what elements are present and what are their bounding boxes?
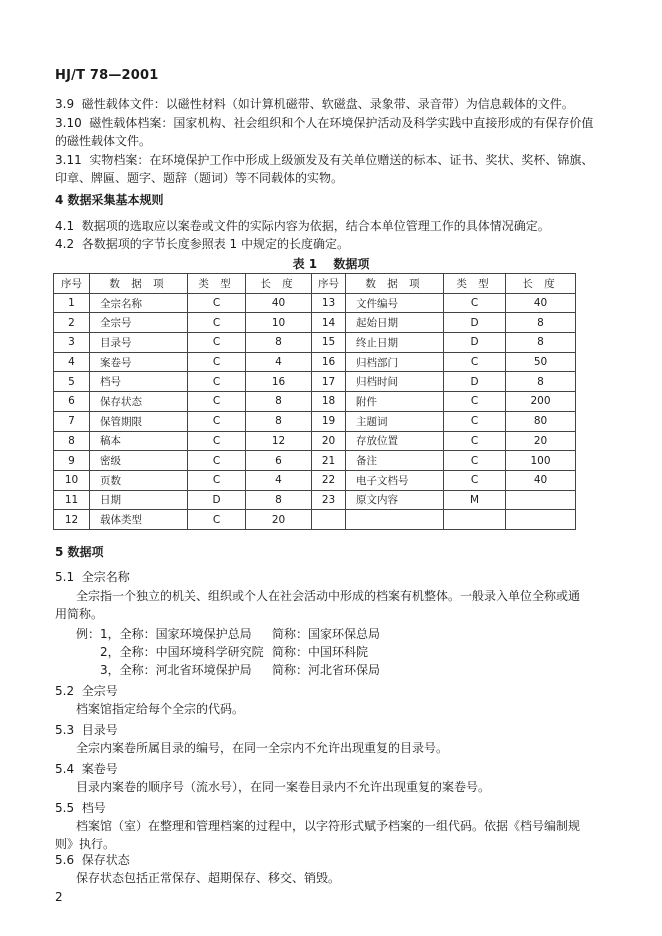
- clause-5-4-title: [55, 760, 118, 778]
- clause-5-1-text: 全宗指一个独立的机关、组织或个人在社会活动中形成的档案有机整体。一般录入单位全称或通: [76, 589, 581, 603]
- header-item: 数 据 项: [90, 274, 188, 294]
- clause-5-1-title: [55, 568, 130, 586]
- clause-text: 实物档案：在环境保护工作中形成上级颁发及有关单位赠送的标本、证书、奖状、奖杯、锦旗、: [89, 153, 594, 167]
- definition-3-10: [55, 114, 593, 132]
- table-row: [54, 411, 576, 431]
- example-short-name: 简称：河北省环保局: [272, 663, 381, 677]
- cell-seq: 12: [54, 510, 90, 530]
- clause-number: 5.2: [55, 684, 75, 698]
- cell-seq: 13: [312, 293, 346, 313]
- clause-5-1-text-cont: 用简称。: [55, 607, 104, 621]
- cell-type: D: [188, 490, 246, 510]
- example-full-name: 3，全称：河北省环境保护局: [100, 663, 252, 677]
- example-full-name: 2，全称：中国环境科学研究院: [100, 645, 264, 659]
- table-row: [54, 470, 576, 490]
- cell-length: 40: [246, 293, 312, 313]
- cell-type: C: [188, 352, 246, 372]
- cell-length: 40: [506, 470, 576, 490]
- cell-length: 100: [506, 451, 576, 471]
- clause-4-1: [55, 217, 550, 235]
- table-row: [54, 333, 576, 353]
- cell-type: C: [444, 470, 506, 490]
- cell-length: 4: [246, 352, 312, 372]
- cell-type: M: [444, 490, 506, 510]
- header-type: 类 型: [444, 274, 506, 294]
- clause-number: 5.4: [55, 762, 75, 776]
- cell-seq: 15: [312, 333, 346, 353]
- table-row: [54, 431, 576, 451]
- header-length: 长 度: [506, 274, 576, 294]
- table-row: [54, 392, 576, 412]
- cell-seq: 2: [54, 313, 90, 333]
- table-row: [54, 510, 576, 530]
- cell-seq: 8: [54, 431, 90, 451]
- clause-text: 磁性载体文件：以磁性材料（如计算机磁带、软磁盘、录象带、录音带）为信息载体的文件。: [81, 97, 574, 111]
- cell-type: D: [444, 333, 506, 353]
- clause-title: 全宗名称: [81, 570, 130, 584]
- clause-number: 4.2: [55, 237, 75, 251]
- clause-number: 4.1: [55, 219, 75, 233]
- cell-item: 载体类型: [90, 510, 188, 530]
- cell-length: 8: [246, 490, 312, 510]
- cell-item: 附件: [346, 392, 444, 412]
- cell-length: [506, 510, 576, 530]
- example-label: 例：: [76, 627, 101, 641]
- cell-item: 全宗名称: [90, 293, 188, 313]
- cell-item: 目录号: [90, 333, 188, 353]
- cell-type: C: [188, 431, 246, 451]
- page-number: 2: [55, 890, 63, 904]
- table-caption: [0, 255, 662, 272]
- cell-seq: 6: [54, 392, 90, 412]
- cell-item: 起始日期: [346, 313, 444, 333]
- header-length: 长 度: [246, 274, 312, 294]
- cell-length: 4: [246, 470, 312, 490]
- clause-number: 5.5: [55, 801, 75, 815]
- cell-item: 存放位置: [346, 431, 444, 451]
- cell-item: 页数: [90, 470, 188, 490]
- table-row: [54, 352, 576, 372]
- cell-type: [444, 510, 506, 530]
- table-number: 表 1: [292, 257, 318, 271]
- cell-seq: 9: [54, 451, 90, 471]
- clause-5-2-text: 档案馆指定给每个全宗的代码。: [76, 702, 245, 716]
- definition-3-10-cont: 的磁性载体文件。: [55, 134, 152, 148]
- cell-item: 稿本: [90, 431, 188, 451]
- definition-3-11-cont: 印章、牌匾、题字、题辞（题词）等不同载体的实物。: [55, 171, 344, 185]
- clause-text: 各数据项的字节长度参照表 1 中规定的长度确定。: [81, 237, 349, 251]
- cell-item: 密级: [90, 451, 188, 471]
- example-short-name: 简称：国家环保总局: [272, 627, 381, 641]
- cell-length: 8: [506, 313, 576, 333]
- cell-length: [506, 490, 576, 510]
- table-row: [54, 372, 576, 392]
- cell-length: 20: [246, 510, 312, 530]
- cell-item: 归档时间: [346, 372, 444, 392]
- cell-length: 6: [246, 451, 312, 471]
- cell-length: 20: [506, 431, 576, 451]
- cell-seq: 16: [312, 352, 346, 372]
- table-row: [54, 490, 576, 510]
- cell-length: 12: [246, 431, 312, 451]
- cell-type: C: [188, 313, 246, 333]
- cell-seq: 3: [54, 333, 90, 353]
- cell-type: C: [188, 451, 246, 471]
- clause-5-5-title: [55, 799, 106, 817]
- definition-3-11: [55, 151, 593, 169]
- table-row: [54, 293, 576, 313]
- cell-type: C: [444, 352, 506, 372]
- cell-item: 全宗号: [90, 313, 188, 333]
- cell-type: C: [188, 293, 246, 313]
- clause-5-2-title: [55, 682, 118, 700]
- clause-title: 全宗号: [81, 684, 118, 698]
- cell-seq: [312, 510, 346, 530]
- cell-type: C: [188, 510, 246, 530]
- cell-type: D: [444, 313, 506, 333]
- cell-seq: 21: [312, 451, 346, 471]
- clause-4-2: [55, 235, 349, 253]
- clause-5-6-title: [55, 851, 130, 869]
- cell-length: 80: [506, 411, 576, 431]
- section-5-title: 5 数据项: [55, 545, 104, 559]
- header-seq: 序号: [54, 274, 90, 294]
- header-seq: 序号: [312, 274, 346, 294]
- cell-item: [346, 510, 444, 530]
- cell-item: 备注: [346, 451, 444, 471]
- cell-type: C: [188, 411, 246, 431]
- clause-number: 3.9: [55, 97, 75, 111]
- clause-5-4-text: 目录内案卷的顺序号（流水号），在同一案卷目录内不允许出现重复的案卷号。: [76, 780, 491, 794]
- cell-type: C: [444, 431, 506, 451]
- cell-seq: 22: [312, 470, 346, 490]
- data-items-table: [53, 273, 576, 530]
- cell-type: C: [444, 293, 506, 313]
- example-full-name: 1，全称：国家环境保护总局: [100, 627, 252, 641]
- cell-length: 10: [246, 313, 312, 333]
- cell-type: D: [444, 372, 506, 392]
- clause-5-6-text: 保存状态包括正常保存、超期保存、移交、销毁。: [76, 871, 341, 885]
- cell-seq: 18: [312, 392, 346, 412]
- cell-length: 40: [506, 293, 576, 313]
- clause-title: 案卷号: [81, 762, 118, 776]
- cell-length: 16: [246, 372, 312, 392]
- cell-seq: 20: [312, 431, 346, 451]
- table-header-row: [54, 274, 576, 294]
- cell-type: C: [188, 470, 246, 490]
- cell-type: C: [188, 392, 246, 412]
- cell-item: 日期: [90, 490, 188, 510]
- cell-item: 案卷号: [90, 352, 188, 372]
- cell-type: C: [188, 372, 246, 392]
- cell-length: 8: [246, 411, 312, 431]
- clause-5-3-title: [55, 721, 118, 739]
- cell-item: 归档部门: [346, 352, 444, 372]
- cell-length: 8: [246, 333, 312, 353]
- clause-5-5-text: 档案馆（室）在整理和管理档案的过程中，以字符形式赋予档案的一组代码。依据《档号编制规: [76, 819, 581, 833]
- table-row: [54, 313, 576, 333]
- clause-number: 3.11: [55, 153, 82, 167]
- table-title: 数据项: [333, 257, 370, 271]
- header-item: 数 据 项: [346, 274, 444, 294]
- cell-seq: 17: [312, 372, 346, 392]
- cell-seq: 5: [54, 372, 90, 392]
- clause-title: 档号: [81, 801, 106, 815]
- clause-text: 磁性载体档案：国家机构、社会组织和个人在环境保护活动及科学实践中直接形成的有保存价值: [89, 116, 594, 130]
- cell-type: C: [444, 411, 506, 431]
- clause-5-5-text-cont: 则》执行。: [55, 837, 116, 851]
- table-row: [54, 451, 576, 471]
- cell-seq: 19: [312, 411, 346, 431]
- header-type: 类 型: [188, 274, 246, 294]
- clause-text: 数据项的选取应以案卷或文件的实际内容为依据，结合本单位管理工作的具体情况确定。: [81, 219, 550, 233]
- cell-seq: 23: [312, 490, 346, 510]
- clause-title: 目录号: [81, 723, 118, 737]
- cell-type: C: [188, 333, 246, 353]
- cell-item: 原文内容: [346, 490, 444, 510]
- cell-item: 主题词: [346, 411, 444, 431]
- example-short-name: 简称：中国环科院: [272, 645, 369, 659]
- cell-length: 8: [246, 392, 312, 412]
- clause-number: 5.3: [55, 723, 75, 737]
- cell-type: C: [444, 392, 506, 412]
- cell-seq: 10: [54, 470, 90, 490]
- clause-number: 5.6: [55, 853, 75, 867]
- cell-length: 8: [506, 333, 576, 353]
- cell-item: 电子文档号: [346, 470, 444, 490]
- cell-seq: 11: [54, 490, 90, 510]
- cell-item: 保存状态: [90, 392, 188, 412]
- clause-number: 5.1: [55, 570, 75, 584]
- clause-5-3-text: 全宗内案卷所属目录的编号，在同一全宗内不允许出现重复的目录号。: [76, 741, 449, 755]
- cell-length: 200: [506, 392, 576, 412]
- standard-number: HJ/T 78—2001: [55, 68, 159, 83]
- cell-type: C: [444, 451, 506, 471]
- clause-number: 3.10: [55, 116, 82, 130]
- cell-seq: 1: [54, 293, 90, 313]
- cell-item: 保管期限: [90, 411, 188, 431]
- cell-seq: 4: [54, 352, 90, 372]
- section-4-title: 4 数据采集基本规则: [55, 193, 164, 207]
- cell-item: 文件编号: [346, 293, 444, 313]
- cell-length: 50: [506, 352, 576, 372]
- clause-title: 保存状态: [81, 853, 130, 867]
- cell-seq: 14: [312, 313, 346, 333]
- cell-item: 终止日期: [346, 333, 444, 353]
- cell-seq: 7: [54, 411, 90, 431]
- definition-3-9: [55, 95, 574, 113]
- cell-length: 8: [506, 372, 576, 392]
- cell-item: 档号: [90, 372, 188, 392]
